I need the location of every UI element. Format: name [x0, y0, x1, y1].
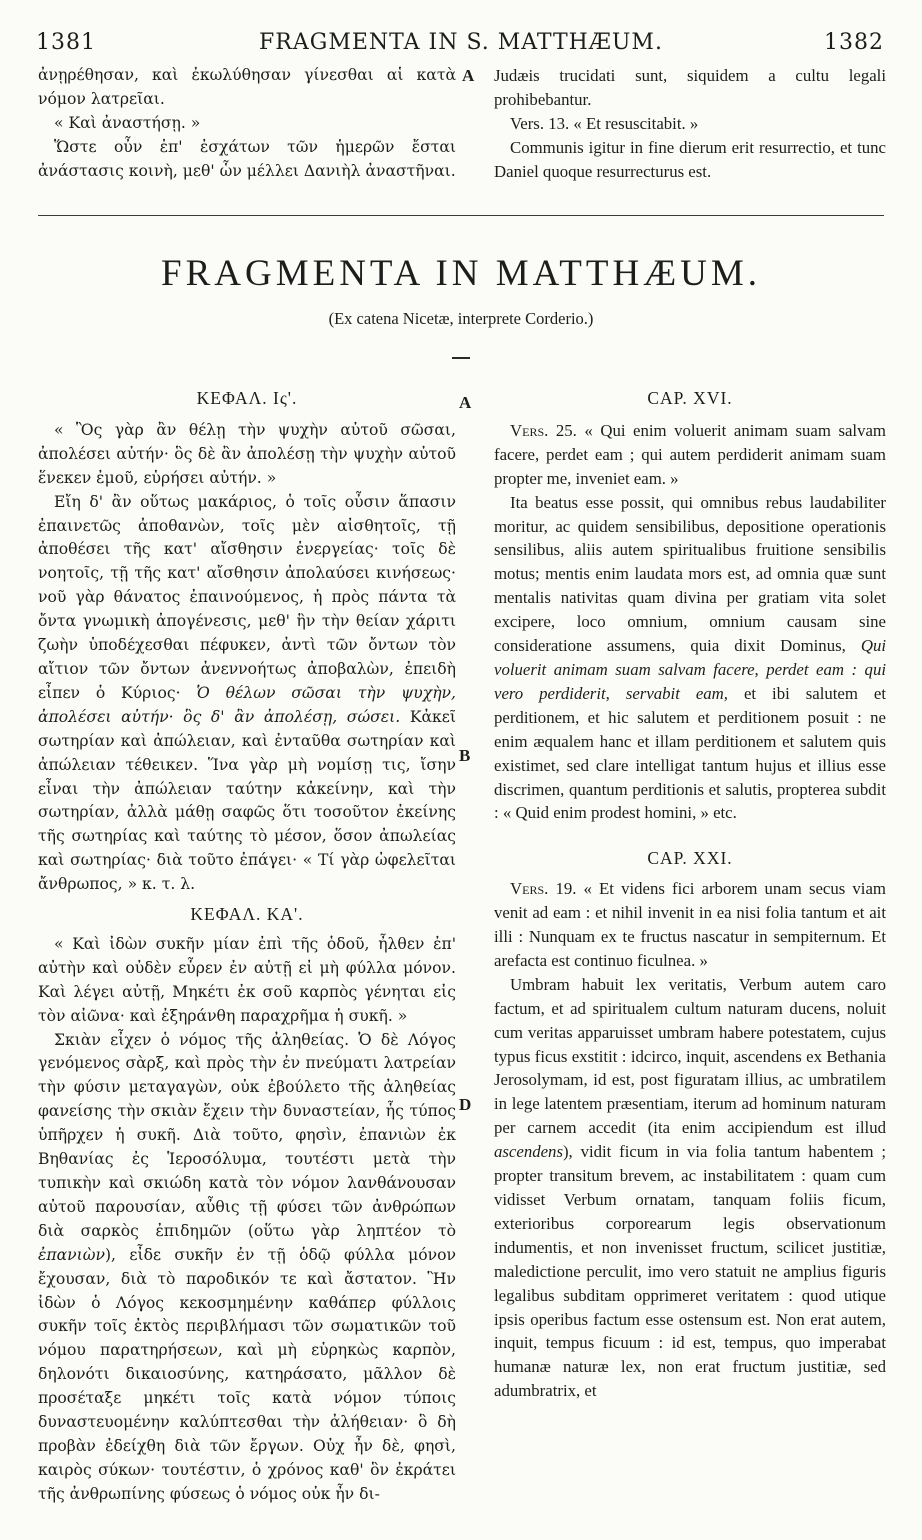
top-greek-column — [38, 64, 456, 184]
latin-chapter-heading-21: CAP. XXI. — [647, 848, 733, 869]
main-title: FRAGMENTA IN MATTHÆUM. — [161, 253, 761, 294]
top-latin-column — [494, 64, 886, 184]
latin-commentary-2-a: Umbram habuit lex veritatis, Verbum autem caro factum, et ad spiritualem cultum naturam ducens, noluit cum veritas apparuisset umbram habere potestatem, cujus typus ficus exstitit : idcirco, inquit, ascendens ex Bethania Jerosolymam, id est, post figuratam illius, ac umbratilem in lege latentem præsentiam, iterum ad hominum naturam per carnem accedit (ita enim accipiendum est illud — [494, 974, 886, 1138]
title-short-rule — [452, 357, 470, 359]
section-divider — [38, 215, 884, 216]
greek-commentary-2-term: ἐπανιὼν — [38, 1245, 105, 1264]
greek-column — [38, 387, 456, 1507]
top-latin-line-3: Communis igitur in fine dierum erit resurrectio, et tunc Daniel quoque resurrecturus est. — [494, 137, 886, 181]
top-greek-line-3: Ὥστε οὖν ἐπ' ἐσχάτων τῶν ἡμερῶν ἔσται ἀνάστασις κοινὴ, μεθ' ὧν μέλλει Δανιὴλ ἀναστῆναι. — [38, 137, 456, 180]
latin-commentary-2-term: ascendens — [494, 1142, 563, 1162]
latin-commentary-2-b: ), vidit ficum in via folia tantum habentem ; propter transitum brevem, ac instabilitatem : quam cum vidisset Verbum ornatam, tanquam foliis ficum, exterioribus corporearum legis observationum indumentis, et non invenisset fructum, scilicet justitiæ, maledictione perculit, imo vero statuit ne amplius figuris legalibus subditam opprimeret veritatem : quod utique ipsis operibus factum esse ostensum est. Non erat autem, inquit, tempus ficuum : id est, tempus, quo imperabat humanæ naturæ lex, non erat fructum justitiæ, sed adumbratrix, et — [494, 1142, 886, 1401]
latin-chapter-heading-16: CAP. XVI. — [647, 388, 733, 408]
margin-letter-b: B — [459, 746, 471, 765]
page-number-right: 1382 — [824, 30, 884, 55]
greek-commentary-1-quote: Ὁ θέλων σῶσαι τὴν ψυχὴν, ἀπολέσει αὐτήν· ὃς δ' ἂν ἀπολέσῃ, σώσει. — [38, 683, 456, 726]
top-latin-line-2: Vers. 13. « Et resuscitabit. » — [510, 113, 699, 133]
subtitle: (Ex catena Nicetæ, interprete Corderio.) — [328, 309, 594, 328]
page-number-left: 1381 — [36, 30, 96, 55]
margin-letter-a: A — [459, 393, 472, 412]
latin-commentary-1-quote: Qui voluerit animam suam salvam facere, perdet eam : qui vero perdiderit, servabit eam, — [494, 636, 886, 703]
greek-commentary-1-b: Κἀκεῖ σωτηρίαν καὶ ἀπώλειαν, καὶ ἐνταῦθα σωτηρίαν καὶ ἀπώλειαν τέθεικεν. Ἵνα γὰρ μὴ νομίσῃ τις, ἴσην εἶναι τὴν ἀπώλειαν ταύτην κἀκείνην, καὶ τὴν σωτηρίαν, ἀλλὰ μάθῃ σαφῶς ὅτι τοσοῦτον ἐκείνης τῆς σωτηρίας καὶ ταύτης τὸ μέσον, ὅσον ἀπωλείας καὶ σωτηρίας· διὰ τοῦτο ἐπάγει· « Τί γὰρ ὠφελεῖται ἄνθρωπος, » κ. τ. λ. — [38, 707, 456, 894]
greek-chapter-heading-16: ΚΕΦΑΛ. Ις'. — [196, 388, 298, 408]
margin-letter-d: D — [459, 1095, 472, 1114]
latin-verse-quote-1-text: « Qui enim voluerit animam suam salvam facere, perdet eam ; qui autem perdiderit animam suam propter me, inveniet eam. » — [494, 420, 886, 488]
top-greek-line-2: « Καὶ ἀναστήσῃ. » — [54, 113, 201, 132]
latin-commentary-2 — [494, 973, 886, 1403]
greek-commentary-1-a: Εἴη δ' ἂν οὕτως μακάριος, ὁ τοῖς οὖσιν ἅπασιν ἐπαινετῶς ἀποθανὼν, τοῖς μὲν αἰσθητοῖς, τῇ ἀποθέσει τῆς κατ' αἴσθησιν ἐνεργείας· τοῖς δὲ νοητοῖς, τῇ τῆς κατ' αἴσθησιν ἀπολαύσει κινήσεως· νοῦ γὰρ θάνατος ἐπαινούμενος, ἡ πρὸς πάντα τὰ ὄντα γνωμικὴ ἀπογένεσις, μεθ' ἣν τὴν θείαν χάριτι ζωὴν ὑποδέχεσθαι πέφυκεν, ἀντὶ τῶν ὄντων τὸν αἴτιον τῶν ὄντων ἀνεννοήτως ἀποβαλὼν, ἐπειδὴ εἶπεν ὁ Κύριος· — [38, 492, 456, 702]
greek-commentary-2 — [38, 1029, 456, 1507]
greek-verse-quote-2: « Καὶ ἰδὼν συκῆν μίαν ἐπὶ τῆς ὁδοῦ, ἦλθεν ἐπ' αὐτὴν καὶ οὐδὲν εὗρεν ἐν αὐτῇ εἰ μὴ φύλλα μόνον. Καὶ λέγει αὐτῇ, Μηκέτι ἐκ σοῦ καρπὸς γένηται εἰς τὸν αἰῶνα· καὶ ἐξηράνθη παραχρῆμα ἡ συκῆ. » — [38, 934, 456, 1025]
greek-commentary-2-b: ), εἶδε συκῆν ἐν τῇ ὁδῷ φύλλα μόνον ἔχουσαν, διὰ τὸ παροδικόν τε καὶ ἄστατον. Ἣν ἰδὼν ὁ Λόγος κεκοσμημένην καθάπερ φύλλοις συκῆν τοῖς ἐκτὸς περιβλήμασι τῶν σωματικῶν τοῦ νόμου παρατηρήσεων, καὶ μὴ εὑρηκὼς καρπὸν, δηλονότι δικαιοσύνης, κατηράσατο, μᾶλλον δὲ προσέταξε μηκέτι τοῖς κατὰ νόμον τύποις δυναστευομένην καλύπτεσθαι τὴν ἀλήθειαν· ὃ δὴ προβὰν ἐδείχθη διὰ τῶν ἔργων. Οὐχ ἦν δὲ, φησὶ, καιρὸς σύκων· τουτέστιν, ὁ χρόνος καθ' ὃν ἐκράτει τῆς ἀνθρωπίνης φύσεως ὁ νόμος οὐκ ἦν δι- — [38, 1245, 456, 1503]
greek-verse-quote-1: « Ὃς γὰρ ἂν θέλῃ τὴν ψυχὴν αὐτοῦ σῶσαι, ἀπολέσει αὐτήν· ὃς δὲ ἂν ἀπολέσῃ τὴν ψυχὴν αὐτοῦ ἕνεκεν ἐμοῦ, εὑρήσει αὐτήν. » — [38, 420, 456, 487]
top-greek-line-1: ἀνῃρέθησαν, καὶ ἐκωλύθησαν γίνεσθαι αἱ κατὰ νόμον λατρεῖαι. — [38, 66, 456, 108]
latin-commentary-1 — [494, 491, 886, 826]
running-title: FRAGMENTA IN S. MATTHÆUM. — [259, 30, 663, 55]
latin-commentary-1-a: Ita beatus esse possit, qui omnibus rebus laudabiliter moritur, ac quidem sensibilibus, depositione operationis sensilibus, aliis autem spiritualibus fruitione sensibilis motus; mentis enim laudata mors est, ad omnia quæ sunt mentalis nativitas quam divina per gratiam vita solet excipere, loco omnium, omnium causam sine consideratione assumens, quia dixit Dominus, — [494, 492, 886, 656]
greek-commentary-1 — [38, 491, 456, 897]
greek-chapter-heading-21: ΚΕΦΑΛ. ΚΑ'. — [190, 904, 304, 925]
latin-verse-label-25: Vers. 25. — [510, 420, 577, 440]
latin-commentary-1-b: et ibi salutem et perditionem, et hic salutem et perditionem posuit : ne enim æqualem hanc et illam perditionem et salutem quis existimet, sed clare intelligat tantum hujus et illius esse discrimen, quantum perditionis et salutis, propterea subdit : « Quid enim prodest homini, » etc. — [494, 683, 886, 823]
top-latin-line-1: Judæis trucidati sunt, siquidem a cultu legali prohibebantur. — [494, 66, 886, 109]
greek-commentary-2-a: Σκιὰν εἶχεν ὁ νόμος τῆς ἀληθείας. Ὁ δὲ Λόγος γενόμενος σὰρξ, καὶ πρὸς τὴν ἐν πνεύματι λατρείαν τὴν φύσιν μεταγαγὼν, οὐκ ἐβούλετο τῆς ἀληθείας φανείσης τὴν σκιὰν ἔχειν τὴν δυναστείαν, ἧς τύπος ὑπῆρχεν ἡ συκῆ. Διὰ τοῦτο, φησὶν, ἐπανιὼν ἐκ Βηθανίας ἐς Ἱεροσόλυμα, τουτέστι μετὰ τὴν τυπικὴν καὶ σκιώδη κατὰ τὸν νόμον λανθάνουσαν αὐτοῦ παρουσίαν, αὖθις τῇ φύσει τῶν ἀνθρώπων διὰ σαρκὸς ἐπιδημῶν (οὕτω γὰρ ληπτέον τὸ — [38, 1030, 456, 1240]
margin-letter-a-top: A — [462, 66, 475, 85]
latin-verse-quote-2 — [494, 877, 886, 973]
latin-verse-quote-2-text: « Et videns fici arborem unam secus viam venit ad eam : et nihil invenit in ea nisi folia tantum et ait illi : Nunquam ex te fructus nascatur in sempiternum. Et arefacta est continuo ficulnea. » — [494, 879, 886, 970]
latin-verse-label-19: Vers. 19. — [510, 879, 577, 899]
latin-verse-quote-1 — [494, 419, 886, 491]
latin-column — [494, 387, 886, 1403]
